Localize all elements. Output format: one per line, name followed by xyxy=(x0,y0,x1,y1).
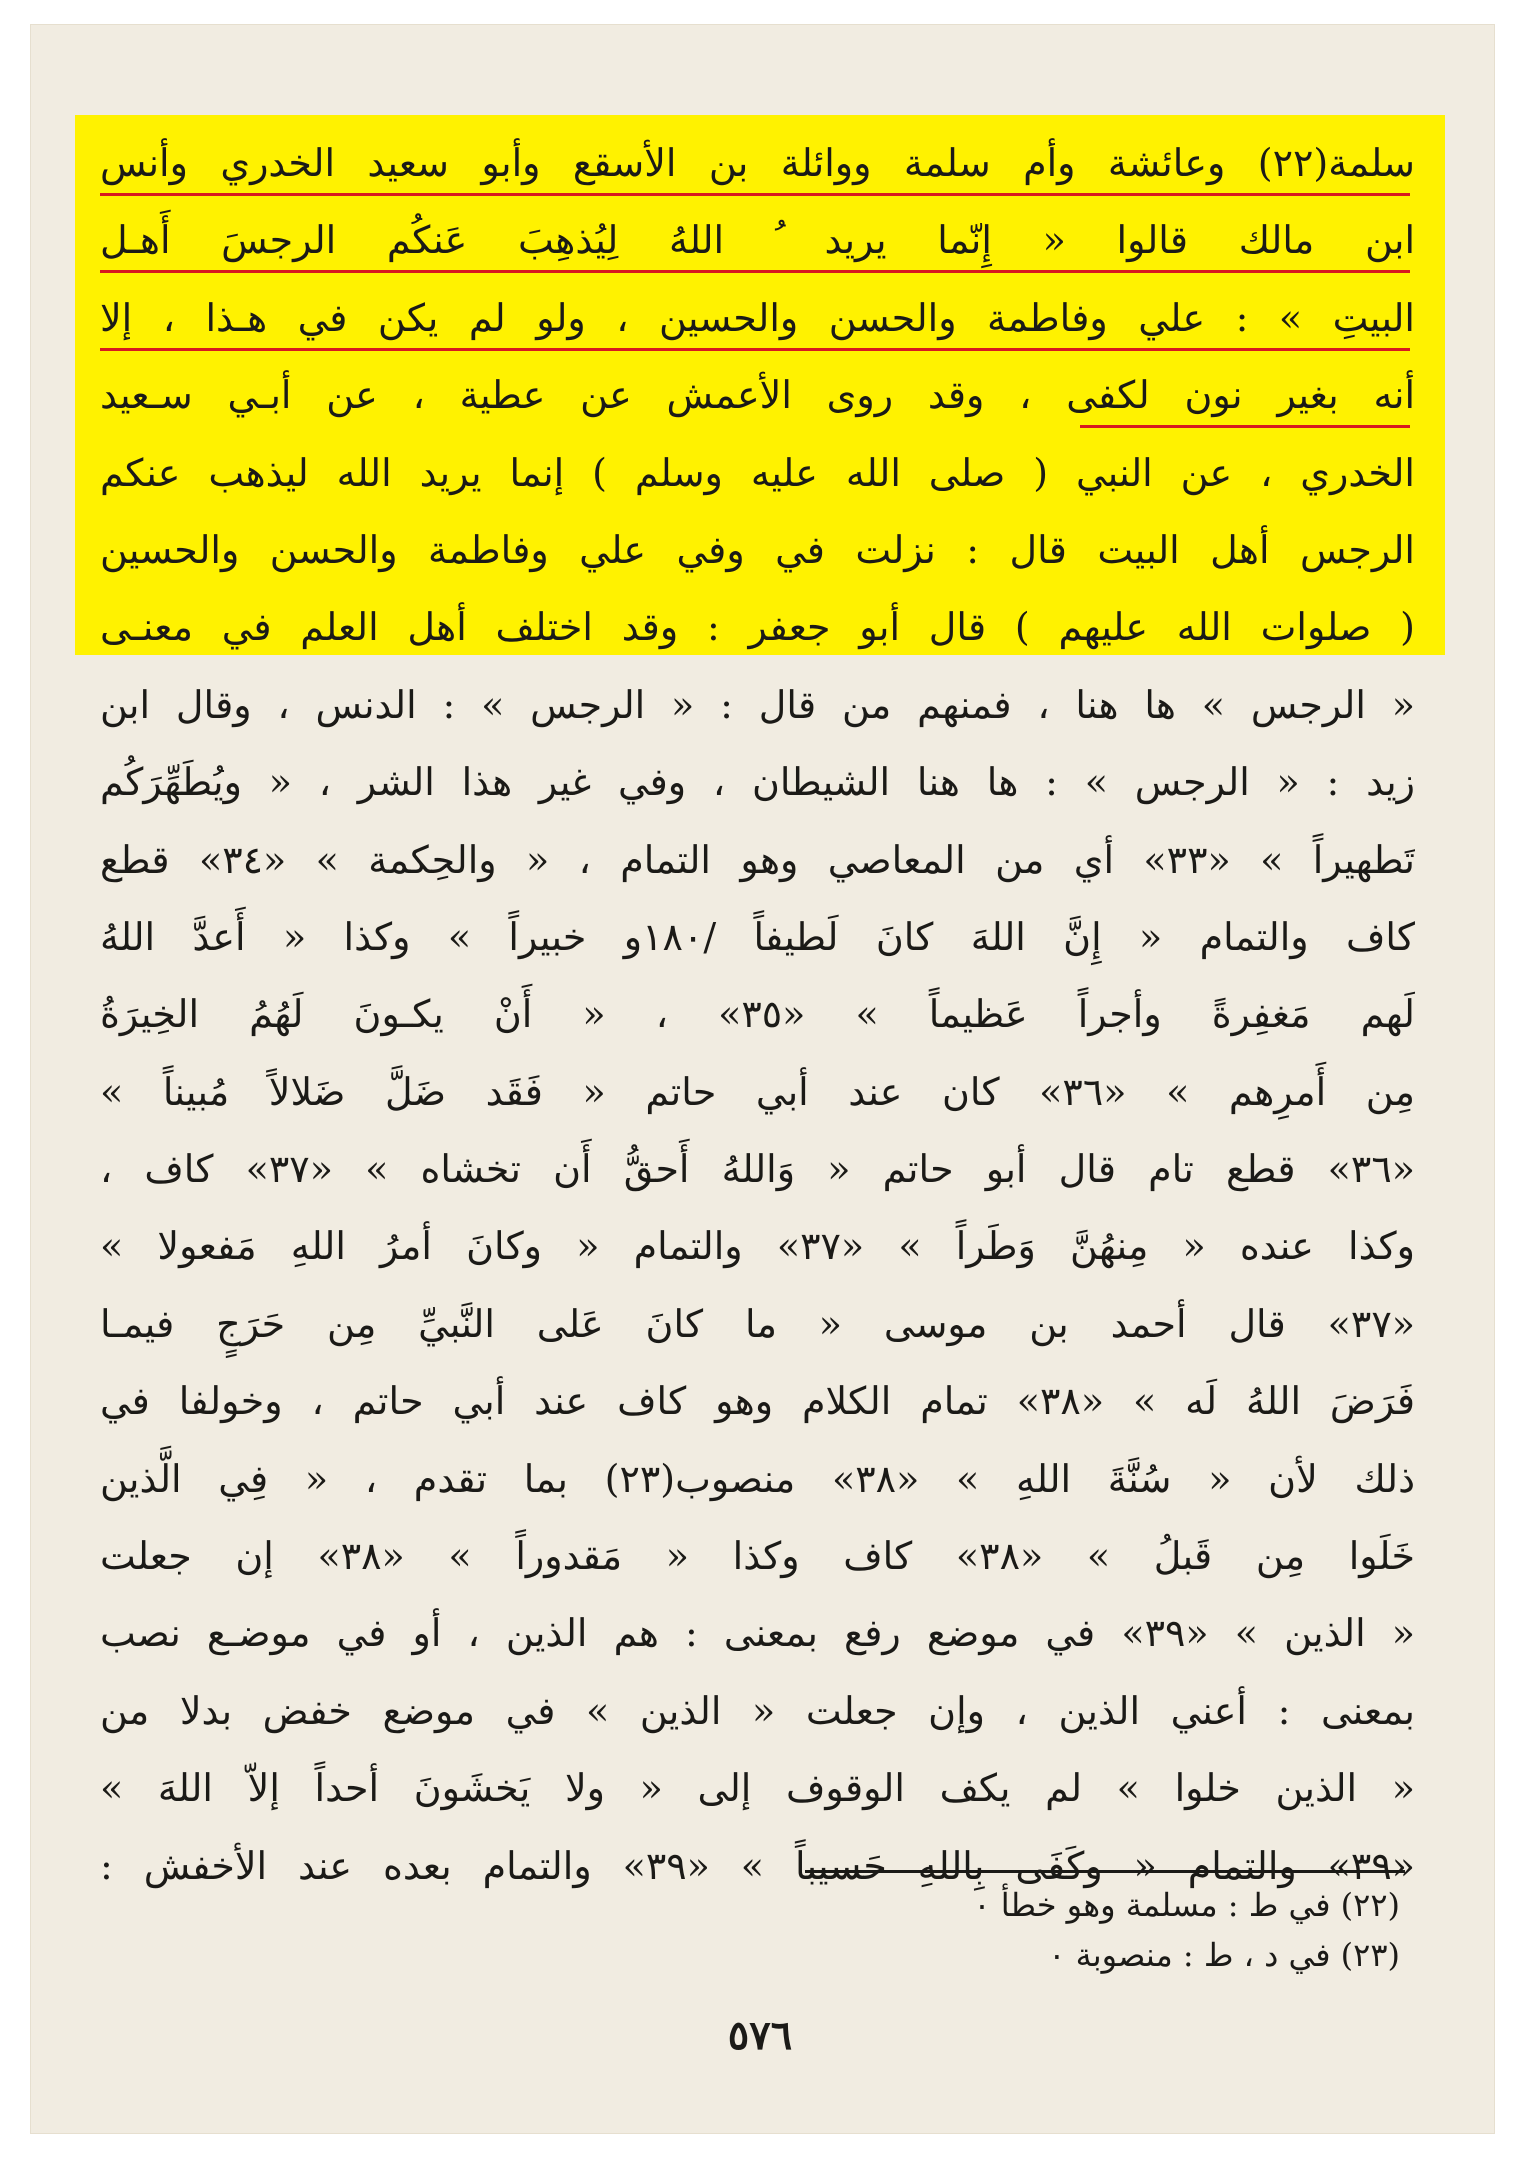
text-line: البيتِ » : علي وفاطمة والحسن والحسين ، ولو لم يكن في هـذا ، إلا xyxy=(100,295,1415,340)
text-line: فَرَضَ اللهُ لَه » «٣٨» تمام الكلام وهو كاف عند أبي حاتم ، وخولفا في xyxy=(100,1379,1415,1424)
footnote: (٢٢) في ط : مسلمة وهو خطأ ٠ xyxy=(973,1886,1400,1924)
text-line: تَطهيراً » «٣٣» أي من المعاصي وهو التمام ، « والحِكمة » «٣٤» قطع xyxy=(100,837,1415,882)
text-line: أنه بغير نون لكفى ، وقد روى الأعمش عن عطية ، عن أبـي سـعيد xyxy=(100,373,1415,418)
footnote: (٢٣) في د ، ط : منصوبة ٠ xyxy=(1048,1936,1400,1974)
red-underline-1 xyxy=(100,193,1410,196)
text-line: « الرجس » ها هنا ، فمنهم من قال : « الرجس » : الدنس ، وقال ابن xyxy=(100,682,1415,727)
footnotes xyxy=(700,1880,1400,1980)
text-line: سلمة(٢٢) وعائشة وأم سلمة ووائلة بن الأسقع وأبو سعيد الخدري وأنس xyxy=(100,141,1415,185)
main-text-block xyxy=(100,125,1415,1905)
text-line: الخدري ، عن النبي ( صلى الله عليه وسلم ) إنما يريد الله ليذهب عنكم xyxy=(100,450,1415,495)
text-line: زيد : « الرجس » : ها هنا الشيطان ، وفي غير هذا الشر ، « ويُطَهِّرَكُم xyxy=(100,760,1415,805)
red-underline-4 xyxy=(1080,425,1410,428)
text-line: ابن مالك قالوا « إِنّما يريد ُ اللهُ لِيُذهِبَ عَنكُم الرجسَ أَهـل xyxy=(100,218,1415,263)
text-line: « الذين » «٣٩» في موضع رفع بمعنى : هم الذين ، أو في موضـع نصب xyxy=(100,1611,1415,1656)
text-line: وكذا عنده « مِنهُنَّ وَطَراً » «٣٧» والتمام « وكانَ أمرُ اللهِ مَفعولا » xyxy=(100,1224,1415,1269)
text-line: لَهم مَغفِرةً وأجراً عَظيماً » «٣٥» ، « أَنْ يكـونَ لَهُمُ الخِيرَةُ xyxy=(100,992,1415,1037)
page-number: ٥٧٦ xyxy=(727,2012,793,2059)
text-line: خَلَوا مِن قَبلُ » «٣٨» كاف وكذا « مَقدوراً » «٣٨» إن جعلت xyxy=(100,1534,1415,1579)
text-line: كاف والتمام « إِنَّ اللهَ كانَ لَطيفاً /١٨٠و خبيراً » وكذا « أَعدَّ اللهُ xyxy=(100,914,1415,959)
text-line: «٣٧» قال أحمد بن موسى « ما كانَ عَلى النَّبيِّ مِن حَرَجٍ فيمـا xyxy=(100,1301,1415,1346)
text-line: الرجس أهل البيت قال : نزلت في وفي علي وفاطمة والحسن والحسين xyxy=(100,527,1415,572)
text-line: ذلك لأن « سُنَّةَ اللهِ » «٣٨» منصوب(٢٣) بما تقدم ، « فِي الَّذين xyxy=(100,1456,1415,1501)
text-line: «٣٩» والتمام « وكَفَى بِاللهِ حَسيباً » «٣٩» والتمام بعده عند الأخفش : xyxy=(100,1843,1415,1888)
text-line: مِن أَمرِهم » «٣٦» كان عند أبي حاتم « فَقَد ضَلَّ ضَلالاً مُبيناً » xyxy=(100,1069,1415,1114)
red-underline-2 xyxy=(100,270,1410,273)
text-line: «٣٦» قطع تام قال أبو حاتم « وَاللهُ أَحقُّ أَن تخشاه » «٣٧» كاف ، xyxy=(100,1147,1415,1192)
text-line: بمعنى : أعني الذين ، وإن جعلت « الذين » في موضع خفض بدلا من xyxy=(100,1688,1415,1733)
text-line: « الذين خلوا » لم يكف الوقوف إلى « ولا يَخشَونَ أحداً إلاّ اللهَ » xyxy=(100,1766,1415,1811)
red-underline-3 xyxy=(100,348,1410,351)
text-line: ( صلوات الله عليهم ) قال أبو جعفر : وقد اختلف أهل العلم في معنـى xyxy=(100,605,1415,650)
